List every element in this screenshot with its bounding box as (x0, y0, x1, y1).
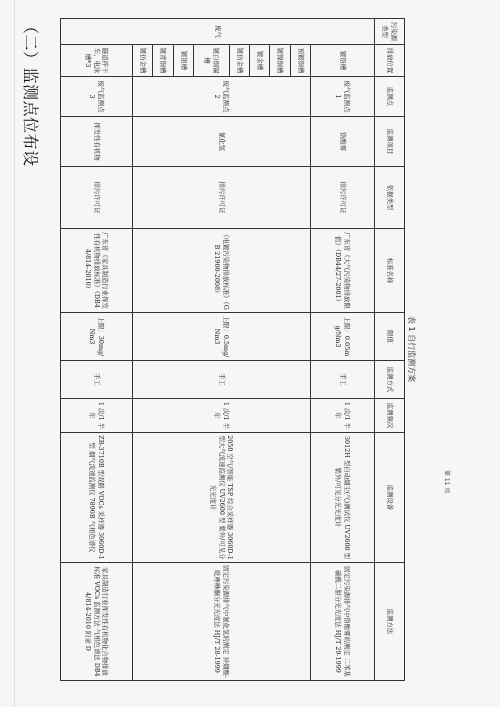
analysis-method-cell: 家具制造行业挥发性有机物化合物排放标准 VOCs 监测方法 气相色谱法 DB44/814-2010 附录 D (61, 563, 133, 681)
table-caption: 表 1 自行监测方案 (407, 315, 416, 383)
location-cell: 镀白铜锡槽 (194, 45, 229, 77)
table-header-row (375, 19, 405, 681)
frequency-cell: 1 次/1 半年 (61, 399, 133, 433)
standard-name-cell: 广东省《家具制造行业挥发性有机物排放标准》（DB44/814-2010） (61, 229, 133, 313)
header-basis-type: 依据类型 (375, 167, 405, 229)
header-equipment: 监测设备 (375, 433, 405, 563)
monitoring-point-cell: 废气监测点 1 (311, 77, 375, 117)
location-cell: 镀金槽 (249, 45, 269, 77)
basis-type-cell: 排污许可证 (61, 167, 133, 229)
equipment-cell: 2050 空气/智能 TSP 综合采样器 3060D-1 型大气流速监测仪 UV2600 型 紫外/可见分光光度计 (133, 433, 311, 563)
monitoring-item-cell: 铬酸雾 (311, 117, 375, 167)
analysis-method-cell: 固定污染源排气中氰化氢的测定 异烟酸-吡唑啉酮分光光度法 HJ/T 28-1999 (133, 563, 311, 681)
monitoring-method-cell: 手工 (311, 361, 375, 399)
table-row (61, 19, 133, 681)
monitoring-plan-table (60, 18, 405, 681)
header-pollutant-type: 污染源类型 (375, 19, 405, 45)
location-cell: 镀仿金槽 (133, 45, 153, 77)
location-cell: 隧道拌干车、电泳槽*3 (61, 45, 133, 77)
monitoring-item-cell: 挥发性有机物 (61, 117, 133, 167)
rotated-document-content (20, 18, 415, 680)
limit-cell: 上限：0.5mg/Nm3 (133, 313, 311, 361)
pollutant-type-cell: 废气 (61, 19, 375, 45)
location-cell: 镀镍铜槽 (270, 45, 290, 77)
basis-type-cell: 排污许可证 (311, 167, 375, 229)
standard-name-cell: 广东省《大气污染物排放限值》（DB44/27-2001） (311, 229, 375, 313)
header-frequency: 监测频次 (375, 399, 405, 433)
equipment-cell: ZR-3710B 型双路 VOCs 采样器 3060D-1 型 烟气流速监测仪 7890B 气相色谱仪 (61, 433, 133, 563)
basis-type-cell: 排污许可证 (133, 167, 311, 229)
monitoring-point-cell: 废气监测点 2 (133, 77, 311, 117)
header-monitoring-method: 监测方式 (375, 361, 405, 399)
limit-cell: 上限：0.05mg/Nm3 (311, 313, 375, 361)
analysis-method-cell: 固定污染源排气中铬酸雾的测定 二苯基碳酰二肼分光光度法 HJ/T 29-1999 (311, 563, 375, 681)
location-cell: 预镀铜槽 (290, 45, 310, 77)
header-monitoring-point: 监测点 (375, 77, 405, 117)
standard-name-cell: 《电镀污染物排放标准》（GB 21900-2008） (133, 229, 311, 313)
header-analysis-method: 监测方法 (375, 563, 405, 681)
table-row (290, 19, 310, 681)
scan-edge-line (14, 0, 15, 707)
location-cell: 镀仿金槽 (229, 45, 249, 77)
header-limit: 限值 (375, 313, 405, 361)
frequency-cell: 1 次/1 半年 (133, 399, 311, 433)
monitoring-method-cell: 手工 (61, 361, 133, 399)
location-cell: 镀青铜槽 (153, 45, 173, 77)
header-standard-name: 标准名称 (375, 229, 405, 313)
location-cell: 镀银槽 (173, 45, 193, 77)
frequency-cell: 1 次/1 半年 (311, 399, 375, 433)
location-cell: 镀铬槽 (311, 45, 375, 77)
section-heading: （二）监测点位布设 (21, 18, 40, 167)
monitoring-item-cell: 氰化氢 (133, 117, 311, 167)
header-monitoring-item: 监测项目 (375, 117, 405, 167)
table-row (311, 19, 375, 681)
monitoring-method-cell: 手工 (133, 361, 311, 399)
header-discharge-location: 排放位置 (375, 45, 405, 77)
limit-cell: 上限：30mg/Nm3 (61, 313, 133, 361)
monitoring-point-cell: 废气监测点 3 (61, 77, 133, 117)
equipment-cell: 3012H 型自动烟尘(气)测试仪 UV2600 型紫外/可见分光光度计 (311, 433, 375, 563)
page-number: 第 11 页 (443, 470, 450, 494)
